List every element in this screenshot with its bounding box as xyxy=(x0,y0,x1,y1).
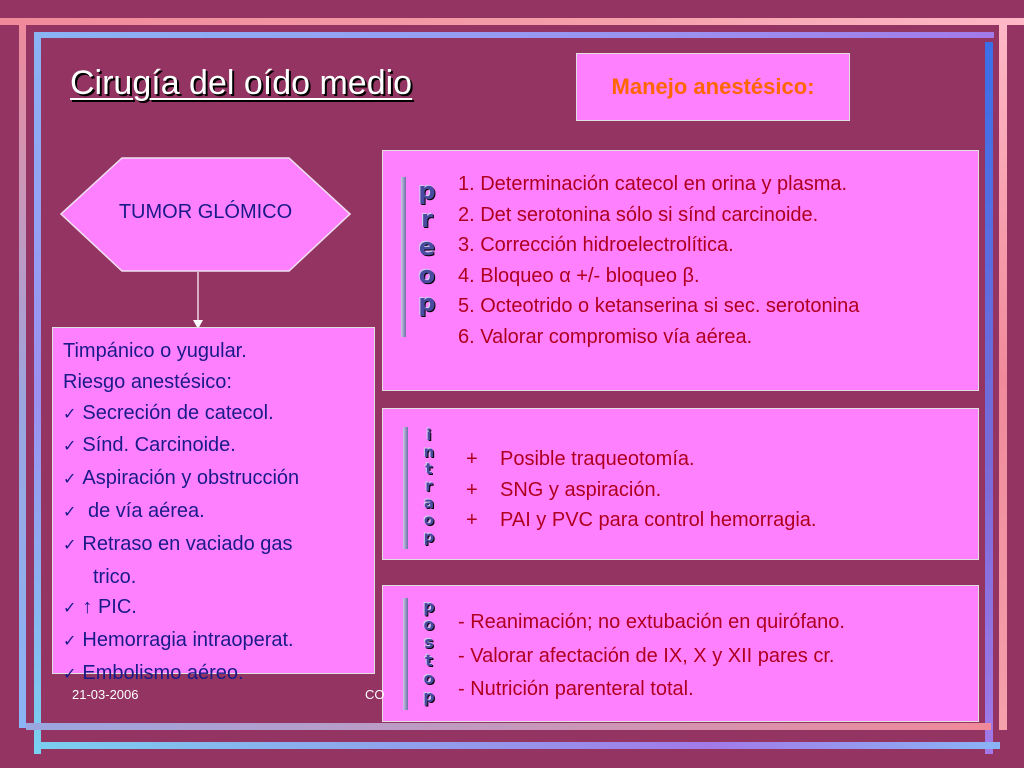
plus-bullet: + xyxy=(466,509,478,532)
preop-label-letter: e xyxy=(418,233,436,261)
risk-line xyxy=(63,336,374,367)
preop-label-letter: o xyxy=(418,261,436,289)
intraop-vertical-label xyxy=(403,427,447,549)
intraop-label-letter: i xyxy=(426,426,432,444)
postop-list xyxy=(458,606,845,707)
risk-line-text: Hemorragia intraoperat. xyxy=(82,629,294,652)
preop-label-letter: p xyxy=(418,289,436,317)
intraop-label-text xyxy=(411,427,447,546)
risk-line-text: Timpánico o yugular. xyxy=(63,340,247,362)
risk-line xyxy=(63,592,374,625)
risk-line xyxy=(63,463,374,496)
preop-label-text xyxy=(409,177,445,317)
preop-label-letter: r xyxy=(421,205,433,233)
risk-line-text: Secreción de catecol. xyxy=(82,401,274,424)
preop-label-letter: p xyxy=(418,177,436,205)
risk-line-text: Sínd. Carcinoide. xyxy=(82,434,236,457)
preop-item xyxy=(458,200,859,231)
preop-panel xyxy=(382,150,979,391)
frame-bottom-bar xyxy=(34,742,1000,749)
check-icon: ✓ xyxy=(63,665,77,683)
check-icon: ✓ xyxy=(63,438,77,456)
postop-label-letter: s xyxy=(424,633,434,652)
plus-bullet: + xyxy=(466,448,478,470)
risk-line xyxy=(63,430,374,463)
risk-line xyxy=(63,529,374,562)
postop-label-letter: p xyxy=(423,687,435,706)
intraop-label-letter: a xyxy=(423,494,435,512)
postop-label-text xyxy=(411,598,447,706)
preop-item xyxy=(458,261,859,292)
slide-title: Cirugía del oído medio xyxy=(70,64,413,102)
risk-line-text: de vía aérea. xyxy=(82,499,205,522)
risk-line xyxy=(63,398,374,431)
risk-line-text: Retraso en vaciado gas xyxy=(82,532,293,555)
risk-line xyxy=(63,658,374,691)
risk-line-text: trico. xyxy=(93,565,137,588)
check-icon: ✓ xyxy=(63,536,77,554)
intraop-item xyxy=(466,444,816,475)
intraop-label-bar xyxy=(403,427,408,549)
footer-date: 21-03-2006 xyxy=(72,687,139,702)
down-arrow-icon xyxy=(190,272,206,330)
risk-line-text: Riesgo anestésico: xyxy=(63,370,232,393)
intraop-item-text: Posible traqueotomía. xyxy=(500,448,695,470)
intraop-label-letter: p xyxy=(423,528,435,546)
preop-item-text: 6. Valorar compromiso vía aérea. xyxy=(458,325,753,348)
preop-item xyxy=(458,291,859,322)
frame-left-bar-inner xyxy=(34,32,41,754)
postop-item-text: - Reanimación; no extubación en quirófano. xyxy=(458,611,845,633)
frame-top-bar-inner xyxy=(34,32,994,38)
intraop-item xyxy=(466,475,816,506)
frame-right-bar xyxy=(999,24,1007,730)
preop-item-text: 1. Determinación catecol en orina y plasma. xyxy=(458,173,848,195)
postop-label-letter: t xyxy=(425,651,433,670)
risk-line xyxy=(63,496,374,529)
frame-top-bar xyxy=(0,18,1024,25)
tumor-label: TUMOR GLÓMICO xyxy=(118,201,293,223)
postop-label-bar xyxy=(403,598,408,710)
preop-item xyxy=(458,169,859,200)
intraop-label-letter: n xyxy=(423,443,435,461)
frame-bottom-bar-inner xyxy=(26,723,991,730)
plus-bullet: + xyxy=(466,478,478,501)
preop-item xyxy=(458,322,859,353)
preop-vertical-label xyxy=(401,177,445,337)
check-icon: ✓ xyxy=(63,405,77,423)
intraop-label-letter: r xyxy=(425,477,433,495)
risk-line xyxy=(63,625,374,658)
check-icon: ✓ xyxy=(63,600,77,618)
intraop-item xyxy=(466,505,816,536)
postop-vertical-label xyxy=(403,598,447,710)
risk-line-text: Aspiración y obstrucción xyxy=(82,467,300,490)
preop-item-text: 3. Corrección hidroelectrolítica. xyxy=(458,234,734,257)
postop-item-text: - Valorar afectación de IX, X y XII pares cr. xyxy=(458,644,835,667)
postop-label-letter: p xyxy=(423,597,435,616)
risk-line xyxy=(63,367,374,398)
postop-label-letter: o xyxy=(423,615,435,634)
intraop-list xyxy=(466,444,816,536)
check-icon: ✓ xyxy=(63,471,77,489)
check-icon: ✓ xyxy=(63,633,77,651)
preop-item-text: 5. Octeotrido o ketanserina si sec. serotonina xyxy=(458,295,860,318)
footer-text: CO xyxy=(365,687,385,702)
postop-panel xyxy=(382,585,979,722)
manejo-box xyxy=(576,53,850,121)
postop-label-letter: o xyxy=(423,669,435,688)
intraop-item-text: PAI y PVC para control hemorragia. xyxy=(500,509,817,532)
preop-list xyxy=(458,169,859,353)
postop-item xyxy=(458,640,845,674)
postop-item xyxy=(458,673,845,707)
risk-line-text: ↑ PIC. xyxy=(82,596,137,619)
intraop-label-letter: o xyxy=(423,511,435,529)
frame-right-bar-inner xyxy=(985,42,993,754)
intraop-label-letter: t xyxy=(425,460,433,478)
risk-line xyxy=(63,562,374,593)
intraop-panel xyxy=(382,408,979,560)
risk-box xyxy=(52,327,375,684)
frame-left-bar xyxy=(19,18,26,728)
postop-item-text: - Nutrición parenteral total. xyxy=(458,678,694,700)
manejo-label: Manejo anestésico: xyxy=(611,74,815,99)
risk-line-text: Embolismo aéreo. xyxy=(82,661,244,684)
preop-item-text: 2. Det serotonina sólo si sínd carcinoide. xyxy=(458,203,819,226)
preop-item-text: 4. Bloqueo α +/- bloqueo β. xyxy=(458,264,700,287)
preop-label-bar xyxy=(401,177,406,337)
check-icon: ✓ xyxy=(63,503,77,521)
intraop-item-text: SNG y aspiración. xyxy=(500,478,662,501)
postop-item xyxy=(458,606,845,640)
preop-item xyxy=(458,230,859,261)
